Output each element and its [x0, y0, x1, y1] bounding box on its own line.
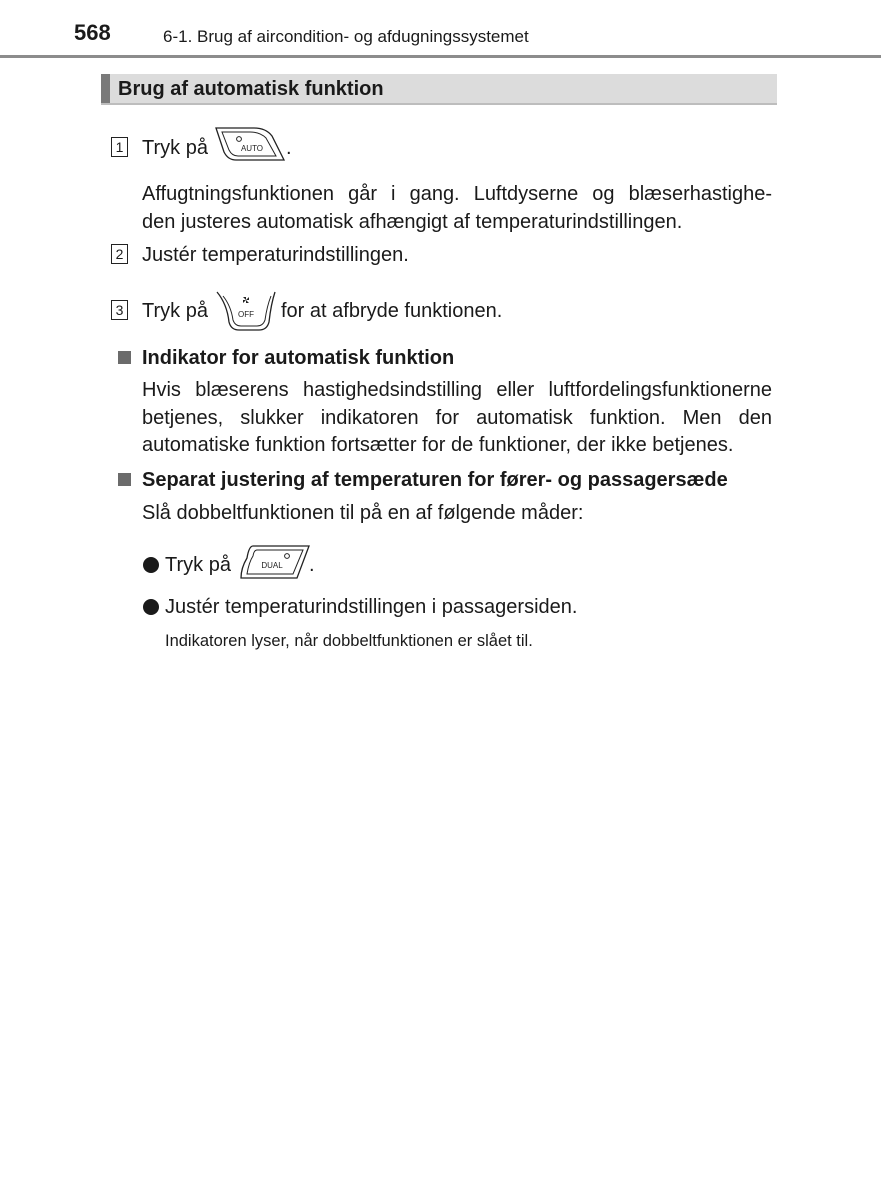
subsection-1-body	[142, 377, 772, 460]
round-bullet-icon	[143, 599, 159, 615]
chapter-title: 6-1. Brug af aircondition- og afdugningssystemet	[163, 27, 529, 46]
step-1-description-line: den justeres automatisk afhængigt af temperaturindstillingen.	[142, 210, 683, 233]
step-1-suffix: .	[286, 137, 292, 159]
subsection-2-title: Separat justering af temperaturen for fører- og passagersæde	[142, 469, 728, 491]
step-1-prefix: Tryk på	[142, 137, 208, 159]
dual-button-icon	[239, 544, 311, 582]
step-number-2: 2	[111, 244, 128, 264]
page-number: 568	[74, 20, 111, 45]
step-3-suffix: for at afbryde funktionen.	[281, 300, 503, 322]
fan-off-button-icon	[215, 290, 277, 332]
dual-indicator-note: Indikatoren lyser, når dobbeltfunktionen er slået til.	[165, 632, 533, 650]
bullet-1-suffix: .	[309, 554, 315, 576]
dual-button-label: DUAL	[261, 561, 283, 570]
section-title: Brug af automatisk funktion	[118, 78, 384, 100]
bullet-1-prefix: Tryk på	[165, 554, 231, 576]
square-bullet-icon	[118, 351, 131, 364]
step-1-description-line: Affugtningsfunktionen går i gang. Luftdyserne og blæserhastighe-	[142, 183, 772, 205]
section-heading-underline	[101, 103, 777, 105]
subsection-1-body-line: betjenes, slukker indikatoren for automatisk funktion. Men den	[142, 406, 772, 429]
subsection-2-intro: Slå dobbeltfunktionen til på en af følgende måder:	[142, 502, 584, 524]
step-3-prefix: Tryk på	[142, 300, 208, 322]
step-1-description	[142, 181, 772, 236]
step-number-3: 3	[111, 300, 128, 320]
off-button-label: OFF	[238, 310, 254, 319]
auto-button-icon	[214, 126, 286, 164]
subsection-1-title: Indikator for automatisk funktion	[142, 347, 455, 369]
section-heading-accent	[101, 74, 110, 104]
square-bullet-icon	[118, 473, 131, 486]
step-number-1: 1	[111, 137, 128, 157]
subsection-1-body-line: Hvis blæserens hastighedsindstilling eller luftfordelingsfunktionerne	[142, 379, 772, 401]
subsection-1-body-line: automatiske funktion fortsætter for de funktioner, der ikke betjenes.	[142, 434, 734, 456]
auto-button-label: AUTO	[240, 144, 264, 153]
step-2-text: Justér temperaturindstillingen.	[142, 244, 409, 266]
bullet-2-text: Justér temperaturindstillingen i passagersiden.	[165, 596, 578, 618]
round-bullet-icon	[143, 557, 159, 573]
header-divider	[0, 55, 881, 58]
